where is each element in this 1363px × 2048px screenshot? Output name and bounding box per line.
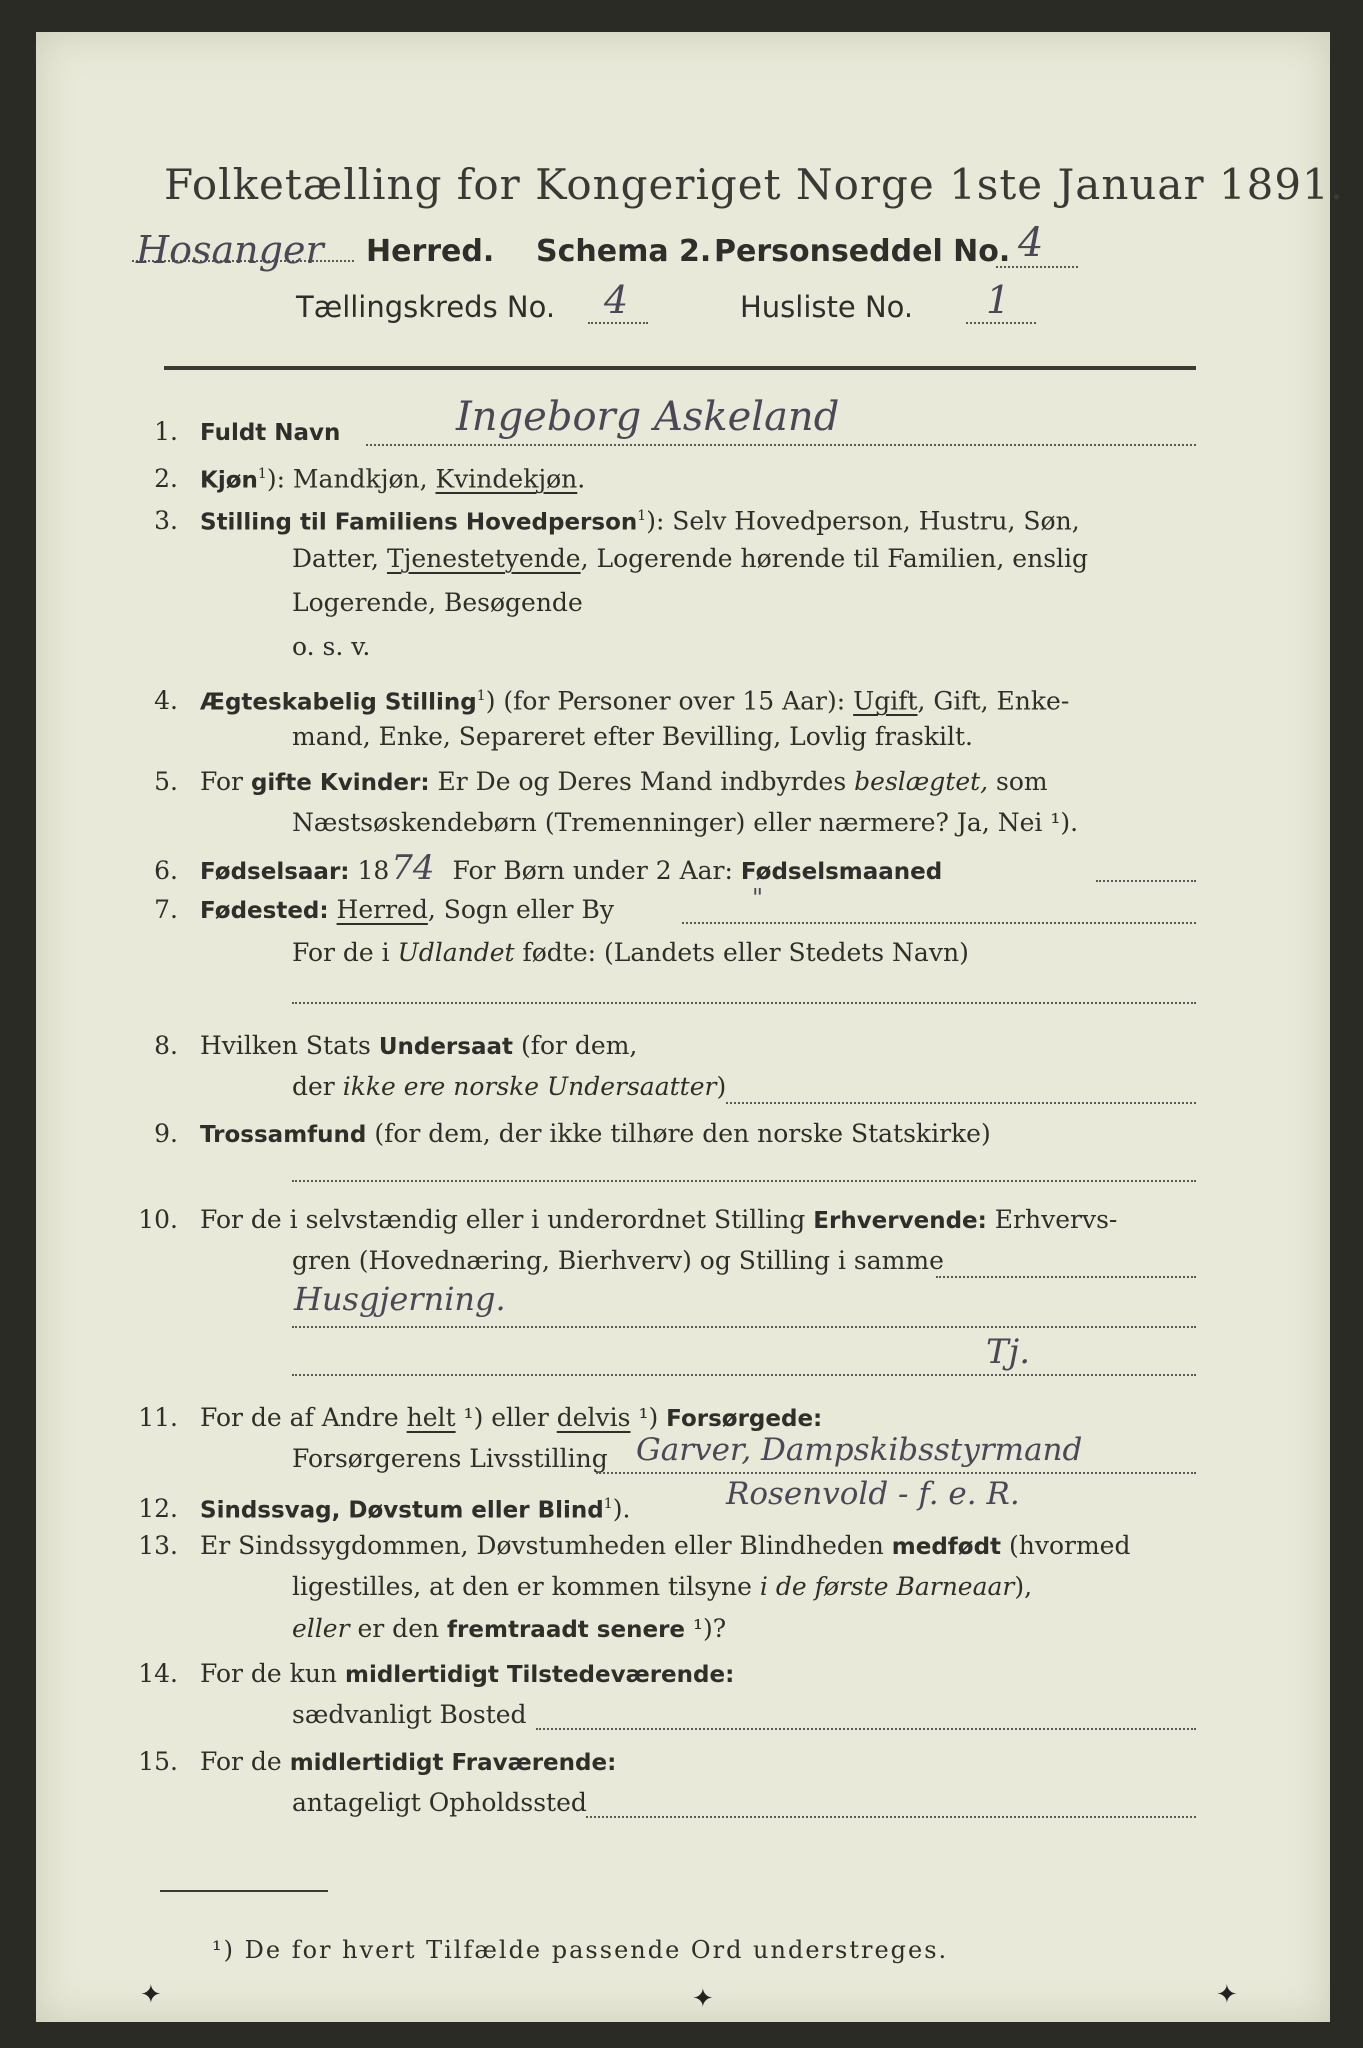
q4-footnote-mark: 1 xyxy=(476,688,486,704)
q3-line3: Logerende, Besøgende xyxy=(292,588,583,617)
q4-line1c: , Gift, Enke- xyxy=(917,686,1070,716)
q2-text-c: . xyxy=(577,464,586,494)
q6-label2: Fødselsmaaned xyxy=(740,859,943,885)
q7-line2b: Udlandet xyxy=(397,938,515,967)
q1-dotted-line xyxy=(366,444,1196,446)
q8-line2a: der xyxy=(292,1072,343,1101)
taellingskreds-dotted-line xyxy=(588,322,648,324)
q3-line2 xyxy=(292,544,1088,573)
q5-line1a: Er De og Deres Mand indbyrdes xyxy=(429,767,855,796)
q5-number: 5. xyxy=(154,767,178,796)
q15-row xyxy=(118,1742,616,1783)
q13-line2b: i de første Barneaar xyxy=(759,1572,1015,1601)
footnote-text: De for hvert Tilfælde passende Ord understreges. xyxy=(234,1936,949,1964)
q13-line1a: Er Sindssygdommen, Døvstumheden eller Blindheden xyxy=(200,1531,892,1560)
q5-pre: For xyxy=(200,767,251,796)
q8-line2 xyxy=(292,1072,726,1101)
q3-line2a: Datter, xyxy=(292,544,387,573)
q3-selected-tjenestetyende: Tjenestetyende xyxy=(386,544,581,573)
q8-row xyxy=(118,1026,637,1067)
q10-label: Erhvervende: xyxy=(813,1208,987,1234)
q10-line1a: For de i selvstændig eller i underordnet Stilling xyxy=(200,1205,814,1234)
q13-line3b: er den xyxy=(349,1614,448,1643)
q2-text-a: ): Mandkjøn, xyxy=(266,464,436,494)
q14-number: 14. xyxy=(138,1659,178,1688)
herred-label: Herred. xyxy=(366,234,495,269)
q7-number: 7. xyxy=(154,895,178,924)
q8-dotted-line xyxy=(726,1102,1196,1104)
q15-pre: For de xyxy=(200,1747,290,1776)
personseddel-label: Personseddel No. xyxy=(714,234,1011,269)
q2-number: 2. xyxy=(154,464,178,494)
q6-year-handwriting: 74 xyxy=(391,848,435,888)
q8-line2c: ) xyxy=(716,1072,727,1101)
q4-line2: mand, Enke, Separeret efter Bevilling, Lovlig fraskilt. xyxy=(292,722,973,751)
husliste-dotted-line xyxy=(966,322,1036,324)
q1-number: 1. xyxy=(154,417,178,446)
q4-selected-ugift: Ugift xyxy=(853,686,918,716)
q7-line2 xyxy=(292,938,969,967)
q3-footnote-mark: 1 xyxy=(637,508,647,524)
q13-line2c: ), xyxy=(1014,1572,1033,1601)
header-divider xyxy=(164,366,1196,370)
q6-dotted-line xyxy=(1096,880,1196,882)
q9-line1: (for dem, der ikke tilhøre den norske Statskirke) xyxy=(366,1119,991,1148)
q12-label: Sindssvag, Døvstum eller Blind xyxy=(200,1497,604,1524)
q1-label: Fuldt Navn xyxy=(200,420,341,446)
q5-line2: Næstsøskendebørn (Tremenninger) eller nærmere? Ja, Nei ¹). xyxy=(292,808,1079,837)
q2-label: Kjøn xyxy=(200,467,258,494)
q3-label: Stilling til Familiens Hovedperson xyxy=(200,509,638,536)
schema-label: Schema 2. xyxy=(536,234,712,269)
q15-label: midlertidigt Fraværende: xyxy=(289,1750,617,1776)
q12-footnote-mark: 1 xyxy=(603,1496,613,1512)
q15-line2: antageligt Opholdssted xyxy=(292,1788,587,1817)
q13-line3 xyxy=(292,1614,726,1643)
q10-erhverv-handwriting: Husgjerning. xyxy=(294,1280,506,1318)
footnote xyxy=(212,1936,948,1964)
q1-row xyxy=(118,412,340,453)
q6-year-prefix: 18 xyxy=(349,856,390,885)
q11-line1e: ¹) xyxy=(630,1403,667,1432)
personseddel-dotted-line xyxy=(996,266,1078,268)
q2-footnote-mark: 1 xyxy=(257,466,267,482)
q11-forsorger-handwriting: Garver, Dampskibsstyrmand xyxy=(636,1432,1083,1468)
q8-label: Undersaat xyxy=(378,1034,513,1060)
q11-number: 11. xyxy=(138,1403,178,1432)
q11-label: Forsørgede: xyxy=(666,1406,823,1432)
husliste-label: Husliste No. xyxy=(740,290,914,324)
printer-mark-right-icon: ✦ xyxy=(1216,1980,1238,2010)
q10-line1c: Erhvervs- xyxy=(986,1205,1118,1234)
q2-row xyxy=(118,454,585,500)
q1-name-handwriting: Ingeborg Askeland xyxy=(456,394,840,440)
q4-line1a: ) (for Personer over 15 Aar): xyxy=(485,686,854,716)
q4-label: Ægteskabelig Stilling xyxy=(200,689,477,716)
q7-line1c: , Sogn eller By xyxy=(427,895,614,924)
q5-line1b: beslægtet, xyxy=(854,767,989,796)
q6-row xyxy=(118,848,942,892)
q6-mid: For Børn under 2 Aar: xyxy=(444,856,741,885)
q14-line2: sædvanligt Bosted xyxy=(292,1700,527,1729)
q7-ditto-handwriting: " xyxy=(752,884,764,912)
footnote-rule xyxy=(160,1890,328,1892)
q7-line2a: For de i xyxy=(292,938,398,967)
q7-line2c: fødte: (Landets eller Stedets Navn) xyxy=(514,938,969,967)
q6-number: 6. xyxy=(154,856,178,885)
q7-dotted-line xyxy=(682,922,1196,924)
q8-line1: (for dem, xyxy=(513,1031,638,1060)
q9-number: 9. xyxy=(154,1119,178,1148)
q15-number: 15. xyxy=(138,1747,178,1776)
q9-label: Trossamfund xyxy=(200,1122,367,1148)
q3-line1: ): Selv Hovedperson, Hustru, Søn, xyxy=(646,506,1080,536)
q10-dotted-line-2 xyxy=(292,1326,1196,1328)
personseddel-handwriting: 4 xyxy=(1018,220,1044,266)
taellingskreds-handwriting: 4 xyxy=(604,278,629,322)
q13-label2: fremtraadt senere xyxy=(447,1617,686,1643)
q5-label: gifte Kvinder: xyxy=(250,770,430,796)
q7-label: Fødested: xyxy=(200,898,329,924)
herred-handwriting: Hosanger xyxy=(136,228,324,272)
q3-row xyxy=(118,496,1080,542)
form-title: Folketælling for Kongeriget Norge 1ste Januar 1891. xyxy=(164,160,1345,209)
q11-line1c: ¹) eller xyxy=(455,1403,557,1432)
q10-stilling-handwriting: Tj. xyxy=(986,1332,1031,1372)
q13-line1c: (hvormed xyxy=(1001,1531,1131,1560)
q12-handwriting: Rosenvold - f. e. R. xyxy=(726,1476,1020,1512)
q7-line1a xyxy=(329,895,337,924)
q11-line2: Forsørgerens Livsstilling xyxy=(292,1444,608,1473)
q10-row xyxy=(118,1200,1117,1241)
q3-line2c: , Logerende hørende til Familien, enslig xyxy=(580,544,1089,573)
q13-line3a: eller xyxy=(292,1614,350,1643)
q8-number: 8. xyxy=(154,1031,178,1060)
q12-row xyxy=(118,1484,630,1530)
q5-line1c: som xyxy=(988,767,1048,796)
q13-row xyxy=(118,1526,1130,1567)
q10-line2: gren (Hovednæring, Bierhverv) og Stilling i samme xyxy=(292,1246,944,1275)
husliste-handwriting: 1 xyxy=(986,278,1011,322)
q8-line2b: ikke ere norske Undersaatter xyxy=(342,1072,717,1101)
q5-row xyxy=(118,762,1048,803)
q12-number: 12. xyxy=(138,1494,178,1524)
q7-row xyxy=(118,890,614,931)
q7-selected-herred: Herred xyxy=(336,895,428,924)
q15-dotted-line xyxy=(586,1816,1196,1818)
q11-line1a: For de af Andre xyxy=(200,1403,407,1432)
q7-dotted-line-2 xyxy=(292,1002,1196,1004)
q3-number: 3. xyxy=(154,506,178,536)
q14-label: midlertidigt Tilstedeværende: xyxy=(344,1662,735,1688)
q13-number: 13. xyxy=(138,1531,178,1560)
q11-selected-delvis: delvis xyxy=(556,1403,631,1432)
footnote-mark: ¹) xyxy=(212,1936,235,1964)
q14-row xyxy=(118,1654,734,1695)
q4-number: 4. xyxy=(154,686,178,716)
q9-row xyxy=(118,1114,991,1155)
census-form-page xyxy=(36,32,1345,2022)
q12-line1: ). xyxy=(612,1494,631,1524)
q14-pre: For de kun xyxy=(200,1659,345,1688)
q11-dotted-line xyxy=(596,1472,1196,1474)
q13-line2a: ligestilles, at den er kommen tilsyne xyxy=(292,1572,760,1601)
q10-dotted-line-3 xyxy=(292,1374,1196,1376)
q10-dotted-line-1 xyxy=(936,1276,1196,1278)
q13-line3c: ¹)? xyxy=(685,1614,727,1643)
q6-label: Fødselsaar: xyxy=(200,859,350,885)
q10-number: 10. xyxy=(138,1205,178,1234)
q9-dotted-line xyxy=(292,1180,1196,1182)
q4-row xyxy=(118,676,1069,722)
q14-dotted-line xyxy=(536,1728,1196,1730)
q13-label: medfødt xyxy=(891,1534,1002,1560)
printer-mark-center-icon: ✦ xyxy=(692,1984,714,2014)
q11-selected-helt: helt xyxy=(406,1403,456,1432)
taellingskreds-label: Tællingskreds No. xyxy=(296,290,556,324)
printer-mark-left-icon: ✦ xyxy=(140,1980,162,2010)
q2-selected-kvindekjon: Kvindekjøn xyxy=(435,464,578,494)
q3-line4: o. s. v. xyxy=(292,632,371,661)
q8-pre: Hvilken Stats xyxy=(200,1031,379,1060)
q13-line2 xyxy=(292,1572,1032,1601)
